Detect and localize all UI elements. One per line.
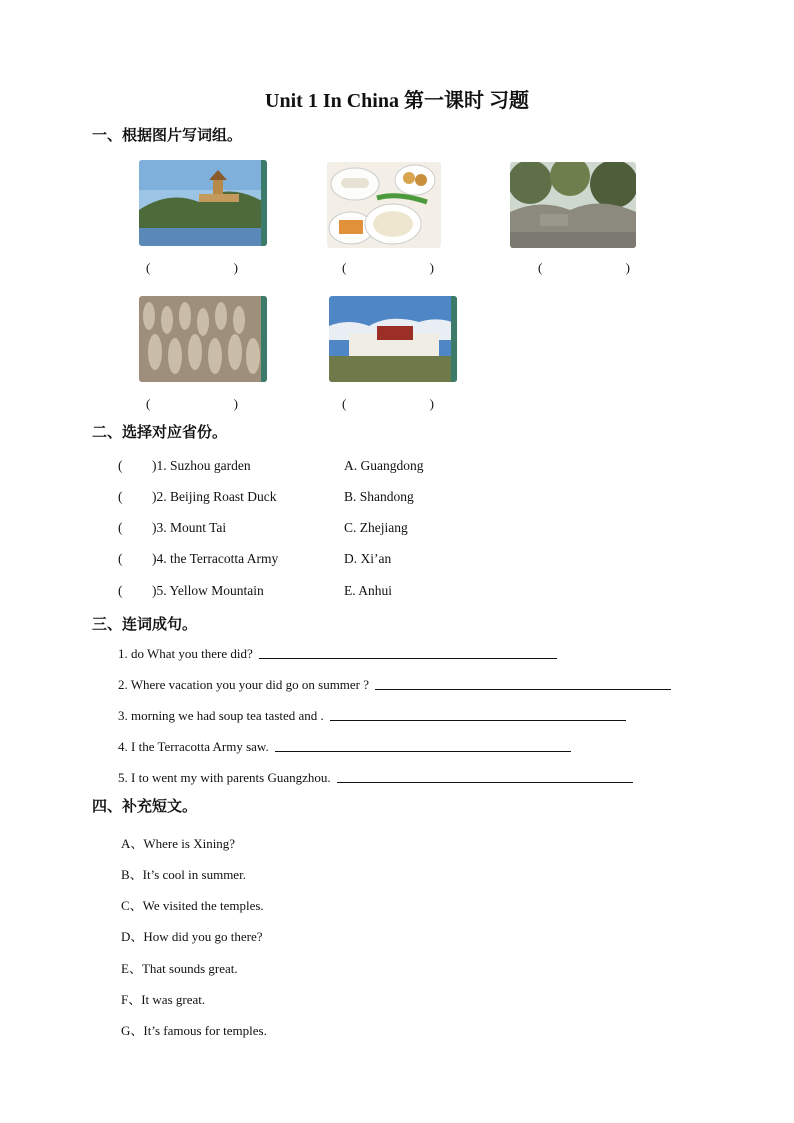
sentence-item[interactable] bbox=[118, 646, 557, 662]
paren-close: ) bbox=[625, 260, 630, 275]
answer-line[interactable] bbox=[337, 781, 633, 783]
match-item[interactable] bbox=[118, 551, 391, 567]
match-item[interactable] bbox=[118, 489, 414, 505]
option-item: F、It was great. bbox=[121, 992, 206, 1007]
match-item[interactable] bbox=[118, 458, 424, 474]
match-question: )2. Beijing Roast Duck bbox=[152, 489, 277, 504]
paren-open: ( bbox=[342, 396, 347, 411]
answer-blank-5[interactable] bbox=[342, 396, 434, 412]
summer-palace-photo bbox=[139, 160, 267, 246]
option-item: C、We visited the temples. bbox=[121, 898, 264, 913]
suzhou-garden-photo bbox=[510, 162, 636, 248]
sentence-prompt: 5. I to went my with parents Guangzhou. bbox=[118, 770, 331, 785]
sentence-prompt: 3. morning we had soup tea tasted and . bbox=[118, 708, 324, 723]
sentence-item[interactable] bbox=[118, 708, 626, 724]
section4-heading: 四、补充短文。 bbox=[92, 799, 198, 815]
paren-open: ( bbox=[538, 260, 543, 275]
section3-heading: 三、连词成句。 bbox=[92, 617, 198, 633]
sentence-prompt: 4. I the Terracotta Army saw. bbox=[118, 739, 269, 754]
match-option: C. Zhejiang bbox=[344, 520, 408, 535]
sentence-prompt: 1. do What you there did? bbox=[118, 646, 253, 661]
match-option: A. Guangdong bbox=[344, 458, 424, 473]
answer-blank[interactable]: ( bbox=[118, 583, 123, 598]
sentence-item[interactable] bbox=[118, 770, 633, 786]
answer-line[interactable] bbox=[330, 719, 626, 721]
answer-blank[interactable]: ( bbox=[118, 520, 123, 535]
paren-open: ( bbox=[342, 260, 347, 275]
paren-open: ( bbox=[146, 260, 151, 275]
option-item: D、How did you go there? bbox=[121, 929, 263, 944]
paren-close: ) bbox=[429, 260, 434, 275]
option-item: E、That sounds great. bbox=[121, 961, 238, 976]
match-option: E. Anhui bbox=[344, 583, 393, 598]
section2-heading: 二、选择对应省份。 bbox=[92, 425, 228, 441]
match-question: )1. Suzhou garden bbox=[152, 458, 251, 473]
sentence-item[interactable] bbox=[118, 677, 671, 693]
sentence-prompt: 2. Where vacation you your did go on summer ? bbox=[118, 677, 370, 692]
answer-line[interactable] bbox=[375, 688, 671, 690]
sentence-item[interactable] bbox=[118, 739, 571, 755]
answer-blank-4[interactable] bbox=[146, 396, 238, 412]
terracotta-army-photo bbox=[139, 296, 267, 382]
match-question: )5. Yellow Mountain bbox=[152, 583, 264, 598]
answer-blank-2[interactable] bbox=[342, 260, 434, 276]
match-item[interactable] bbox=[118, 520, 408, 536]
paren-close: ) bbox=[233, 396, 238, 411]
paren-open: ( bbox=[146, 396, 151, 411]
answer-blank[interactable]: ( bbox=[118, 458, 123, 473]
dim-sum-photo bbox=[327, 162, 441, 248]
section1-heading: 一、根据图片写词组。 bbox=[92, 128, 243, 144]
answer-blank-3[interactable] bbox=[538, 260, 630, 276]
match-question: )4. the Terracotta Army bbox=[152, 551, 279, 566]
paren-close: ) bbox=[429, 396, 434, 411]
answer-line[interactable] bbox=[275, 750, 571, 752]
option-item: A、Where is Xining? bbox=[121, 836, 236, 851]
answer-line[interactable] bbox=[259, 657, 557, 659]
paren-close: ) bbox=[233, 260, 238, 275]
match-question: )3. Mount Tai bbox=[152, 520, 227, 535]
match-item[interactable] bbox=[118, 583, 392, 599]
answer-blank[interactable]: ( bbox=[118, 489, 123, 504]
potala-palace-photo bbox=[329, 296, 457, 382]
match-option: B. Shandong bbox=[344, 489, 414, 504]
answer-blank[interactable]: ( bbox=[118, 551, 123, 566]
match-option: D. Xi’an bbox=[344, 551, 392, 566]
answer-blank-1[interactable] bbox=[146, 260, 238, 276]
option-item: G、It’s famous for temples. bbox=[121, 1023, 267, 1038]
option-item: B、It’s cool in summer. bbox=[121, 867, 246, 882]
page-title: Unit 1 In China 第一课时 习题 bbox=[265, 90, 529, 112]
